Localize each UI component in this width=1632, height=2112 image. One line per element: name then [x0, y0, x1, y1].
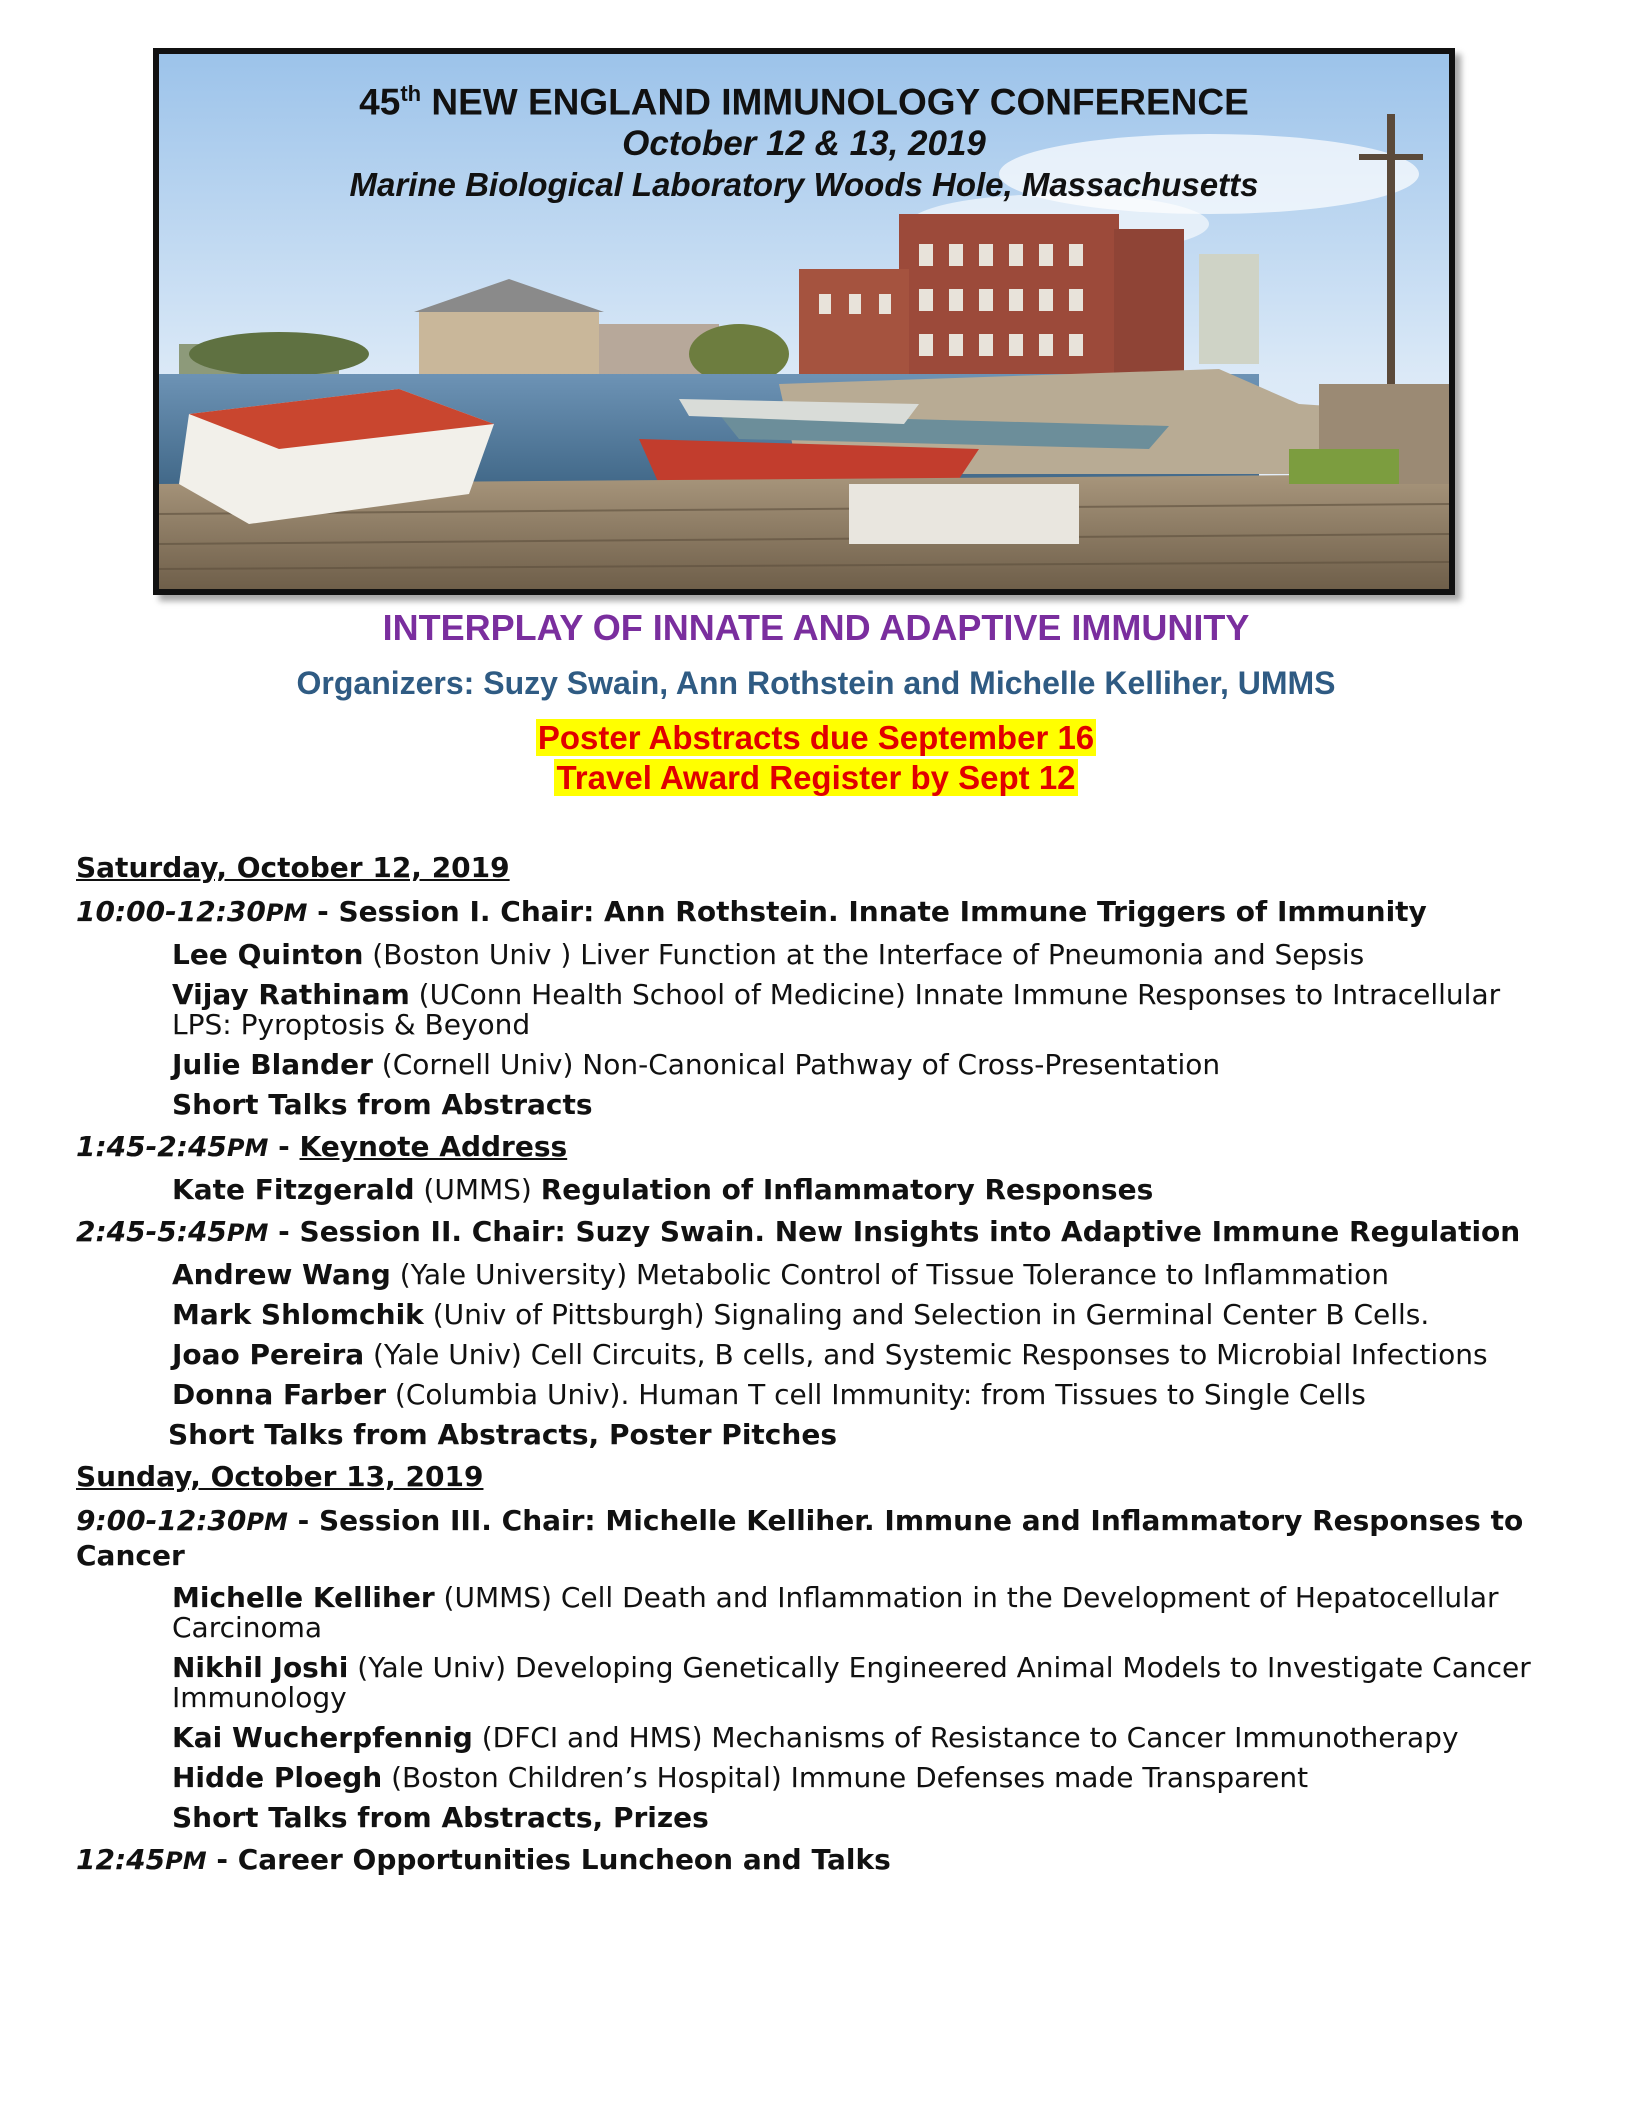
luncheon-heading: 12:45PM - Career Opportunities Luncheon and Talks [76, 1843, 891, 1876]
poster-deadline: Poster Abstracts due September 16 [537, 719, 1095, 756]
talk-item: Lee Quinton (Boston Univ ) Liver Function at the Interface of Pneumonia and Sepsis [172, 938, 1365, 971]
talk-item: Kai Wucherpfennig (DFCI and HMS) Mechanisms of Resistance to Cancer Immunotherapy [172, 1721, 1459, 1754]
program-schedule [76, 851, 1566, 1888]
conference-title: 45th NEW ENGLAND IMMUNOLOGY CONFERENCE [359, 81, 1249, 123]
session-heading: 9:00-12:30PM - Session III. Chair: Michelle Kelliher. Immune and Inflammatory Responses to Cancer [76, 1504, 1524, 1572]
talk-item: Vijay Rathinam (UConn Health School of Medicine) Innate Immune Responses to Intracellular LPS: Pyroptosis & Beyond [172, 978, 1501, 1041]
talk-item: Mark Shlomchik (Univ of Pittsburgh) Signaling and Selection in Germinal Center B Cells. [172, 1298, 1430, 1331]
keynote-talk: Kate Fitzgerald (UMMS) Regulation of Inflammatory Responses [172, 1173, 1154, 1206]
session-heading: 2:45-5:45PM - Session II. Chair: Suzy Swain. New Insights into Adaptive Immune Regulation [76, 1215, 1521, 1248]
conference-dates: October 12 & 13, 2019 [622, 124, 986, 164]
talk-item: Hidde Ploegh (Boston Children’s Hospital) Immune Defenses made Transparent [172, 1761, 1309, 1794]
conference-theme: INTERPLAY OF INNATE AND ADAPTIVE IMMUNITY [382, 607, 1250, 648]
talk-item: Andrew Wang (Yale University) Metabolic Control of Tissue Tolerance to Inflammation [172, 1258, 1389, 1291]
session-heading: 10:00-12:30PM - Session I. Chair: Ann Rothstein. Innate Immune Triggers of Immunity [76, 895, 1427, 928]
short-talks: Short Talks from Abstracts, Prizes [172, 1801, 709, 1834]
organizers: Organizers: Suzy Swain, Ann Rothstein and Michelle Kelliher, UMMS [296, 665, 1336, 701]
banner-text [159, 72, 1449, 206]
header-banner [153, 48, 1455, 595]
short-talks: Short Talks from Abstracts, Poster Pitches [168, 1418, 837, 1451]
short-talks: Short Talks from Abstracts [172, 1088, 593, 1121]
day-heading: Saturday, October 12, 2019 [76, 851, 510, 884]
talk-item: Donna Farber (Columbia Univ). Human T cell Immunity: from Tissues to Single Cells [172, 1378, 1366, 1411]
travel-deadline: Travel Award Register by Sept 12 [556, 759, 1076, 796]
day-heading: Sunday, October 13, 2019 [76, 1460, 484, 1493]
talk-item: Nikhil Joshi (Yale Univ) Developing Genetically Engineered Animal Models to Investigate Cancer Immunology [172, 1651, 1531, 1714]
conference-venue: Marine Biological Laboratory Woods Hole, Massachusetts [349, 166, 1259, 204]
talk-item: Julie Blander (Cornell Univ) Non-Canonical Pathway of Cross-Presentation [172, 1048, 1221, 1081]
deadlines [0, 718, 1632, 798]
talk-item: Michelle Kelliher (UMMS) Cell Death and Inflammation in the Development of Hepatocellular Carcinoma [172, 1581, 1499, 1644]
talk-item: Joao Pereira (Yale Univ) Cell Circuits, B cells, and Systemic Responses to Microbial Infections [172, 1338, 1488, 1371]
keynote-heading: 1:45-2:45PM - Keynote Address [76, 1130, 568, 1163]
